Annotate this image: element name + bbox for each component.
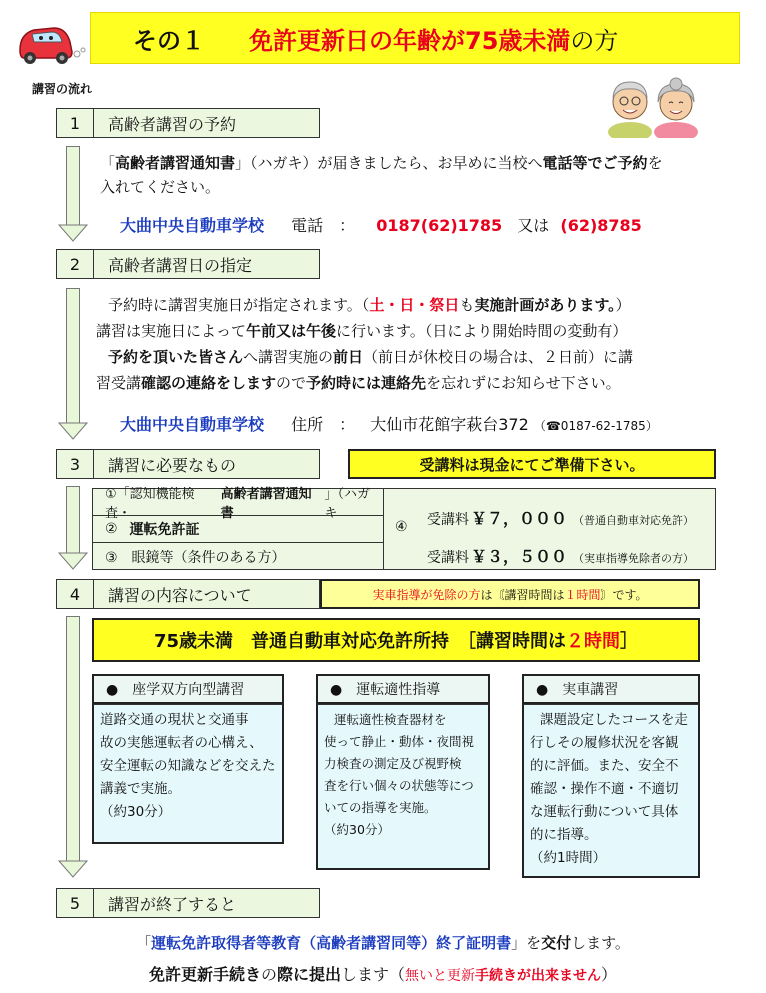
course-aptitude-head: ● 運転適性指導 (316, 674, 490, 704)
elderly-couple-icon (600, 74, 704, 138)
course-aptitude-body: 運転適性検査器材を 使って静止・動体・夜間視 力検査の測定及び視野検 査を行い個々の状態等につ いての指導を実施。 （約30分） (316, 704, 490, 870)
requirement-4-number: ④ (395, 519, 408, 535)
tel-2: (62)8785 (560, 216, 642, 235)
step-number: 4 (57, 580, 94, 608)
fee-notice: 受講料は現金にてご準備下さい。 (348, 449, 716, 479)
flow-arrow (62, 146, 84, 242)
flow-arrow (62, 486, 84, 570)
page-title (90, 12, 740, 64)
tel-1: 0187(62)1785 (376, 216, 503, 235)
submission-line: 免許更新手続きの際に提出します（無いと更新手続きが出来ません） (148, 965, 618, 984)
step-label: 高齢者講習日の指定 (108, 255, 253, 275)
step1-text: 「高齢者講習通知書」（ハガキ）が届きましたら、お早めに当校へ電話等でご予約を 入れてください。 (100, 154, 663, 196)
step-5 (56, 888, 320, 918)
step-label: 講習に必要なもの (108, 455, 237, 475)
step2-address: 大曲中央自動車学校 住所 ： 大仙市花館字萩台372 （☎0187-62-1785） (120, 415, 658, 434)
school-name: 大曲中央自動車学校 (120, 415, 265, 434)
certificate-line: 「運転免許取得者等教育（高齢者講習同等）終了証明書」を交付します。 (136, 934, 630, 952)
requirement-2: ② 運転免許証 (93, 516, 383, 543)
title-main: 免許更新日の年齢が75歳未満 (249, 26, 571, 55)
address-tel: （☎0187-62-1785） (533, 419, 658, 433)
step-3 (56, 449, 320, 479)
requirements-table (92, 488, 716, 570)
requirement-3: ③ 眼鏡等（条件のある方） (105, 549, 286, 566)
flow-arrow (62, 616, 84, 878)
step-number: 1 (57, 109, 94, 137)
course-header: 75歳未満 普通自動車対応免許所持 ［講習時間は ２時間 ］ (92, 618, 700, 662)
flow-arrow (62, 288, 84, 440)
school-name: 大曲中央自動車学校 (120, 216, 265, 235)
course-lecture-body: 道路交通の現状と交通事 故の実態運転者の心構え、 安全運転の知識などを交えた 講義で実施。 （約30分） (92, 704, 284, 844)
step-2 (56, 249, 320, 279)
exempt-notice: 実車指導が免除の方 は〘講習時間は １時間 〙です。 (320, 579, 700, 609)
car-icon (14, 20, 86, 68)
step-1 (56, 108, 320, 138)
step-4 (56, 579, 320, 609)
flow-label: 講習の流れ (32, 82, 93, 96)
step-number: 5 (57, 889, 94, 917)
step-number: 2 (57, 250, 94, 278)
title-tail: の方 (570, 26, 619, 55)
fee-exempt: 受講料 ￥３，５００ （実車指導免除者の方） (427, 547, 695, 566)
course-lecture-head: ● 座学双方向型講習 (92, 674, 284, 704)
address: 大仙市花館字萩台372 (370, 415, 529, 434)
step-number: 3 (57, 450, 94, 478)
title-number: その１ (133, 26, 205, 55)
step1-contact: 大曲中央自動車学校 電話 ： 0187(62)1785 又は (62)8785 (120, 216, 642, 235)
step-label: 高齢者講習の予約 (108, 114, 237, 134)
step2-text: 予約時に講習実施日が指定されます。（土・日・祭日も実施計画があります。） 講習は実施日によって午前又は午後に行います。（日により開始時間の変動有） 予約を頂いた皆さんへ講習実施の前日（前日が休校日の場合は、２日前）に講 習受講確認の連絡をしますので予約時には連絡先を忘れずにお知らせ下さい。 (96, 296, 634, 392)
course-driving-body: 課題設定したコースを走 行しその履修状況を客観 的に評価。また、安全不 確認・操作不適・不適切 な運転行動について具体 的に指導。 （約1時間） (522, 704, 700, 878)
requirement-1: ①「認知機能検査・ 高齢者講習通知書 」（ハガキ (93, 489, 383, 516)
course-driving-head: ● 実車講習 (522, 674, 700, 704)
step-label: 講習が終了すると (108, 894, 237, 914)
step-label: 講習の内容について (108, 585, 252, 605)
fee-regular: 受講料 ￥７，０００ （普通自動車対応免許） (427, 509, 695, 528)
